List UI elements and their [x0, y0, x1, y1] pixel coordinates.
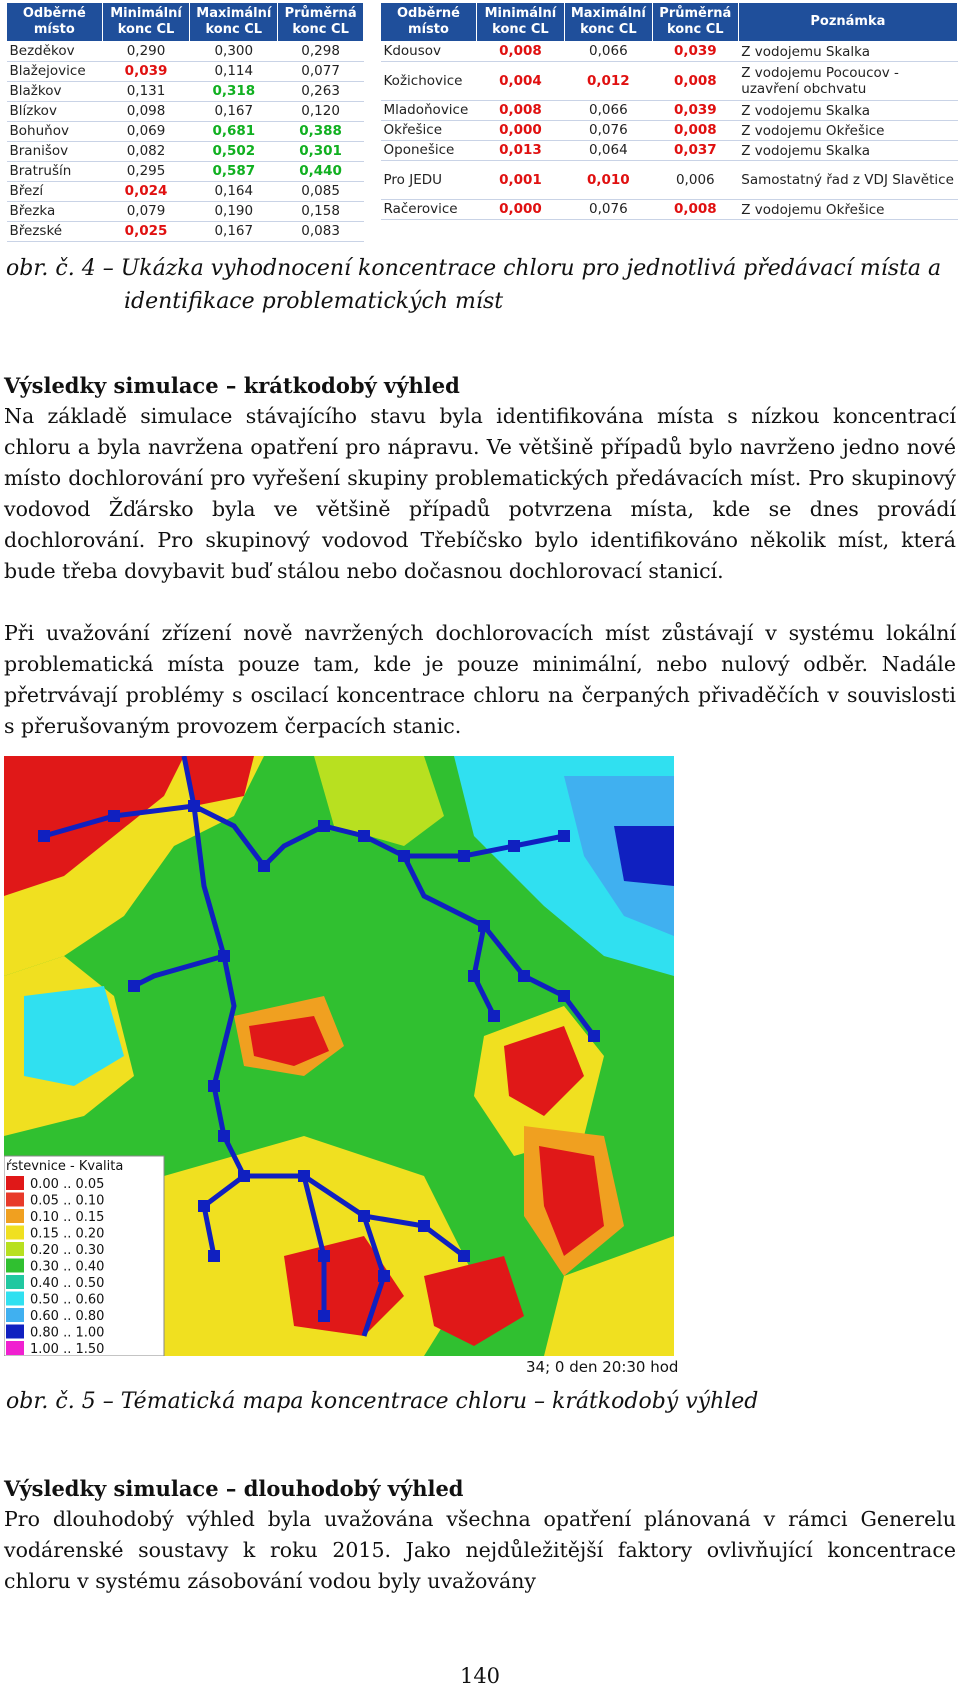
- table-row: [381, 121, 958, 141]
- cell-min: 0,004: [476, 62, 564, 101]
- table-right: [380, 2, 958, 220]
- legend-title: ŕstevnice - Kvalita: [6, 1159, 124, 1174]
- legend-swatch: [6, 1259, 24, 1273]
- cell-name: Blízkov: [7, 102, 103, 122]
- table-row: [7, 182, 364, 202]
- right-header-0: Odběrné místo: [381, 3, 477, 42]
- cell-max: 0,318: [190, 82, 278, 102]
- legend-label: 0.00 .. 0.05: [30, 1177, 105, 1192]
- legend-label: 0.15 .. 0.20: [30, 1226, 105, 1242]
- cell-avg: 0,008: [652, 121, 738, 141]
- cell-name: Račerovice: [381, 200, 477, 220]
- right-header-3: Průměrná konc CL: [652, 3, 738, 42]
- cell-min: 0,001: [476, 161, 564, 200]
- cell-avg: 0,085: [278, 182, 364, 202]
- table-row: [7, 122, 364, 142]
- cell-max: 0,114: [190, 62, 278, 82]
- cell-name: Pro JEDU: [381, 161, 477, 200]
- cell-avg: 0,388: [278, 122, 364, 142]
- cell-max: 0,587: [190, 162, 278, 182]
- table-row: [7, 102, 364, 122]
- table-left: [6, 2, 364, 242]
- cell-max: 0,167: [190, 222, 278, 242]
- cell-max: 0,012: [564, 62, 652, 101]
- cell-min: 0,098: [102, 102, 190, 122]
- cell-max: 0,167: [190, 102, 278, 122]
- map-legend: [4, 1156, 164, 1356]
- legend-label: 0.10 .. 0.15: [30, 1210, 105, 1225]
- right-header-2: Maximální konc CL: [564, 3, 652, 42]
- cell-max: 0,681: [190, 122, 278, 142]
- cell-min: 0,008: [476, 42, 564, 62]
- right-header-4: Poznámka: [738, 3, 957, 42]
- cell-min: 0,295: [102, 162, 190, 182]
- left-header-0: Odběrné místo: [7, 3, 103, 42]
- cell-max: 0,300: [190, 42, 278, 62]
- cell-note: Z vodojemu Okřešice: [738, 121, 957, 141]
- cell-name: Březka: [7, 202, 103, 222]
- cell-min: 0,024: [102, 182, 190, 202]
- cell-name: Oponešice: [381, 141, 477, 161]
- legend-label: 0.50 .. 0.60: [30, 1292, 105, 1308]
- cell-avg: 0,037: [652, 141, 738, 161]
- cell-max: 0,502: [190, 142, 278, 162]
- cell-avg: 0,298: [278, 42, 364, 62]
- paragraph-1: Na základě simulace stávajícího stavu byla identifikována místa s nízkou koncentrací chloru a byla navržena opatření pro nápravu. Ve většině případů bylo navrženo jedno nové místo dochlorování pro vyřešení skupiny problematických předávacích míst. Pro skupinový vodovod Žďársko byla ve většině případů potvrzena místa, kde se dnes provádí dochlorování. Pro skupinový vodovod Třebíčsko bylo identifikováno několik míst, která bude třeba dovybavit buď stálou nebo dočasnou dochlorovací stanicí.: [4, 404, 956, 583]
- cell-max: 0,076: [564, 121, 652, 141]
- table-row: [381, 200, 958, 220]
- cell-avg: 0,039: [652, 101, 738, 121]
- caption-4-line2: identifikace problematických míst: [124, 289, 504, 314]
- cell-avg: 0,120: [278, 102, 364, 122]
- legend-swatch: [6, 1308, 24, 1322]
- left-header-3: Průměrná konc CL: [278, 3, 364, 42]
- cell-max: 0,066: [564, 42, 652, 62]
- page-number: 140: [459, 1664, 501, 1688]
- cell-min: 0,000: [476, 121, 564, 141]
- legend-swatch: [6, 1242, 24, 1256]
- cell-avg: 0,158: [278, 202, 364, 222]
- caption-4-line1: Ukázka vyhodnocení koncentrace chloru pro jednotlivá předávací místa a: [120, 256, 942, 281]
- table-row: [7, 62, 364, 82]
- cell-avg: 0,008: [652, 62, 738, 101]
- legend-label: 0.20 .. 0.30: [30, 1243, 105, 1258]
- section-heading-long-term: Výsledky simulace – dlouhodobý výhled: [4, 1476, 464, 1501]
- legend-swatch: [6, 1193, 24, 1207]
- caption-5-text: Tématická mapa koncentrace chloru – krátkodobý výhled: [120, 1389, 759, 1414]
- table-row: [381, 101, 958, 121]
- cell-min: 0,069: [102, 122, 190, 142]
- cell-min: 0,025: [102, 222, 190, 242]
- legend-swatch: [6, 1209, 24, 1223]
- cell-avg: 0,263: [278, 82, 364, 102]
- cell-min: 0,131: [102, 82, 190, 102]
- cell-name: Blažkov: [7, 82, 103, 102]
- paragraph-2: Při uvažování zřízení nově navržených dochlorovacích míst zůstávají v systému lokální problematická místa pouze tam, kde je pouze minimální, nebo nulový odběr. Nadále přetrvávají problémy s oscilací koncentrace chloru na čerpaných přivaděčích v souvislosti s přerušovaným provozem čerpacích stanic.: [4, 621, 956, 738]
- cell-avg: 0,077: [278, 62, 364, 82]
- cell-note: Z vodojemu Skalka: [738, 101, 957, 121]
- cell-avg: 0,008: [652, 200, 738, 220]
- table-row: [7, 82, 364, 102]
- cell-name: Březské: [7, 222, 103, 242]
- legend-swatch: [6, 1292, 24, 1306]
- cell-avg: 0,440: [278, 162, 364, 182]
- cell-note: Z vodojemu Pocoucov - uzavření obchvatu: [738, 62, 957, 101]
- left-header-1: Minimální konc CL: [102, 3, 190, 42]
- section-heading-short-term: Výsledky simulace – krátkodobý výhled: [4, 373, 460, 398]
- paragraph-3: Pro dlouhodobý výhled byla uvažována všechna opatření plánovaná v rámci Generelu vodárenské soustavy k roku 2015. Jako nejdůležitější faktory ovlivňující koncentrace chloru v systému zásobování vodou byly uvažovány: [4, 1507, 956, 1593]
- cell-avg: 0,301: [278, 142, 364, 162]
- cell-min: 0,079: [102, 202, 190, 222]
- table-row: [381, 161, 958, 200]
- legend-label: 0.05 .. 0.10: [30, 1193, 105, 1209]
- legend-label: 0.80 .. 1.00: [30, 1325, 105, 1341]
- cell-name: Branišov: [7, 142, 103, 162]
- cell-min: 0,039: [102, 62, 190, 82]
- legend-label: 0.30 .. 0.40: [30, 1259, 105, 1275]
- cell-note: Z vodojemu Skalka: [738, 141, 957, 161]
- table-row: [7, 222, 364, 242]
- cell-note: Z vodojemu Skalka: [738, 42, 957, 62]
- cell-name: Březí: [7, 182, 103, 202]
- cell-max: 0,010: [564, 161, 652, 200]
- cell-name: Okřešice: [381, 121, 477, 141]
- cell-max: 0,076: [564, 200, 652, 220]
- legend-label: 0.60 .. 0.80: [30, 1309, 105, 1324]
- legend-swatch: [6, 1275, 24, 1289]
- right-header-1: Minimální konc CL: [476, 3, 564, 42]
- cell-min: 0,290: [102, 42, 190, 62]
- cell-note: Samostatný řad z VDJ Slavětice: [738, 161, 957, 200]
- cell-avg: 0,006: [652, 161, 738, 200]
- legend-swatch: [6, 1226, 24, 1240]
- cell-max: 0,164: [190, 182, 278, 202]
- chlorine-thematic-map: [4, 756, 674, 1356]
- map-time-label: 34; 0 den 20:30 hod: [526, 1358, 679, 1376]
- legend-swatch: [6, 1325, 24, 1339]
- caption-5-prefix: obr. č. 5 –: [6, 1389, 121, 1414]
- cell-min: 0,008: [476, 101, 564, 121]
- cell-name: Bohuňov: [7, 122, 103, 142]
- legend-swatch: [6, 1341, 24, 1355]
- legend-label: 1.00 .. 1.50: [30, 1342, 105, 1356]
- legend-label: 0.40 .. 0.50: [30, 1276, 105, 1291]
- figure-caption-5: [6, 1385, 758, 1418]
- table-row: [381, 141, 958, 161]
- cell-max: 0,190: [190, 202, 278, 222]
- table-row: [7, 142, 364, 162]
- cell-name: Bezděkov: [7, 42, 103, 62]
- cell-name: Bratrušín: [7, 162, 103, 182]
- cell-name: Kožichovice: [381, 62, 477, 101]
- cell-avg: 0,083: [278, 222, 364, 242]
- cell-min: 0,000: [476, 200, 564, 220]
- cell-name: Mladoňovice: [381, 101, 477, 121]
- cell-max: 0,064: [564, 141, 652, 161]
- cell-avg: 0,039: [652, 42, 738, 62]
- table-row: [381, 42, 958, 62]
- left-header-2: Maximální konc CL: [190, 3, 278, 42]
- cell-name: Blažejovice: [7, 62, 103, 82]
- table-row: [7, 42, 364, 62]
- table-row: [7, 202, 364, 222]
- cell-min: 0,013: [476, 141, 564, 161]
- cell-max: 0,066: [564, 101, 652, 121]
- figure-caption-4: [6, 252, 941, 318]
- legend-swatch: [6, 1176, 24, 1190]
- cell-note: Z vodojemu Okřešice: [738, 200, 957, 220]
- cell-name: Kdousov: [381, 42, 477, 62]
- table-row: [381, 62, 958, 101]
- caption-4-prefix: obr. č. 4 –: [6, 256, 121, 281]
- cell-min: 0,082: [102, 142, 190, 162]
- table-row: [7, 162, 364, 182]
